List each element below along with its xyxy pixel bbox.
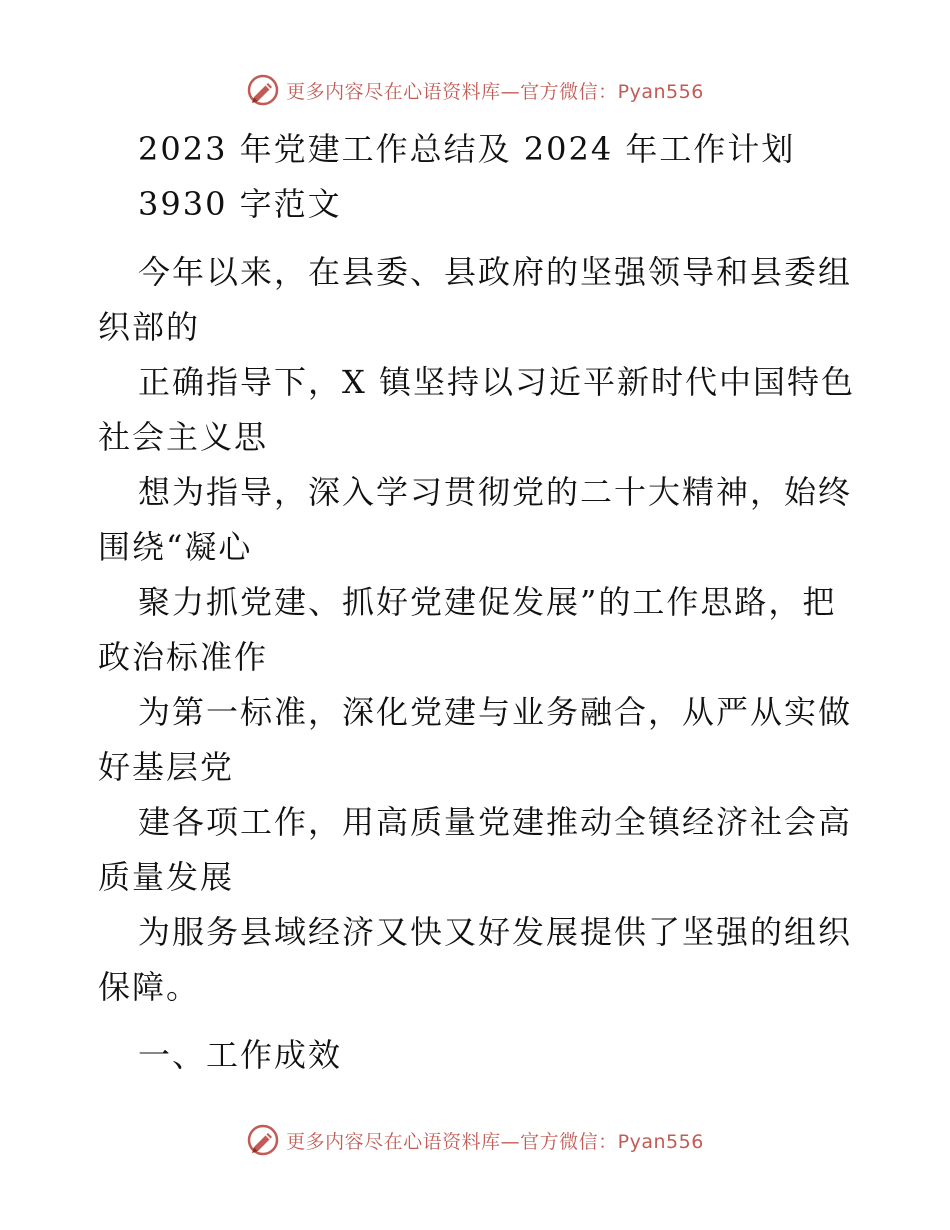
paragraph-line: 社会主义思 (98, 418, 269, 456)
paragraph-line: 为第一标准，深化党建与业务融合，从严从实做 (138, 693, 853, 731)
paragraph-line: 建各项工作，用高质量党建推动全镇经济社会高 (138, 803, 853, 841)
paragraph-line: 好基层党 (98, 748, 235, 786)
paragraph-line: 保障。 (98, 968, 201, 1006)
document-body (98, 122, 858, 1083)
pen-logo-icon (246, 73, 280, 107)
paragraph-line: 围绕“凝心 (98, 528, 253, 566)
watermark-text: 更多内容尽在心语资料库—官方微信：Pyan556 (286, 80, 704, 103)
pen-logo-icon (246, 1123, 280, 1157)
document-title-line-1: 2023 年党建工作总结及 2024 年工作计划 (138, 130, 796, 168)
paragraph-line: 质量发展 (98, 858, 235, 896)
section-heading: 一、工作成效 (138, 1036, 343, 1074)
paragraph-line: 想为指导，深入学习贯彻党的二十大精神，始终 (138, 473, 853, 511)
paragraph-line: 今年以来，在县委、县政府的坚强领导和县委组 (138, 253, 853, 291)
paragraph-line: 织部的 (98, 308, 201, 346)
paragraph-line: 正确指导下，X 镇坚持以习近平新时代中国特色 (138, 363, 855, 401)
paragraph-line: 为服务县域经济又快又好发展提供了坚强的组织 (138, 913, 853, 951)
header-watermark (0, 70, 950, 110)
paragraph-line: 政治标准作 (98, 638, 269, 676)
watermark-text: 更多内容尽在心语资料库—官方微信：Pyan556 (286, 1130, 704, 1153)
document-title-line-2: 3930 字范文 (138, 185, 342, 223)
footer-watermark (0, 1120, 950, 1160)
paragraph-line: 聚力抓党建、抓好党建促发展”的工作思路，把 (138, 583, 837, 621)
